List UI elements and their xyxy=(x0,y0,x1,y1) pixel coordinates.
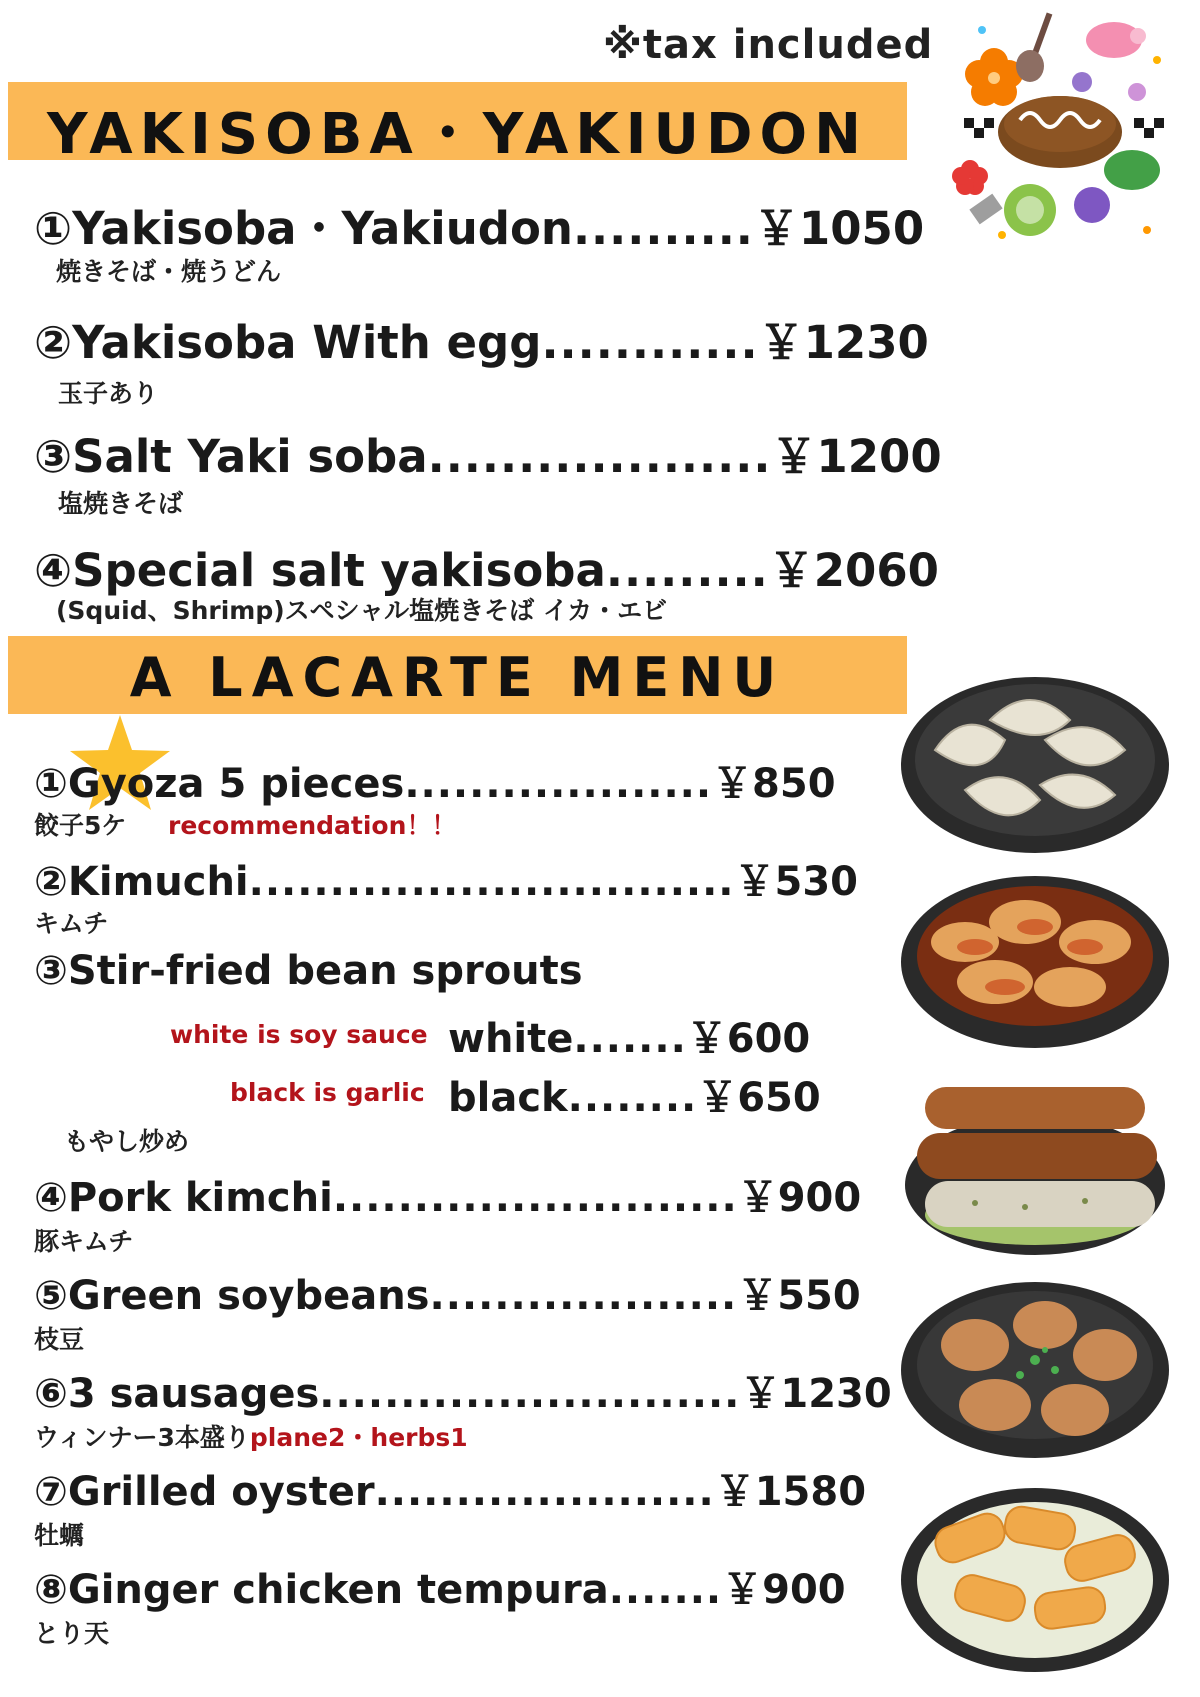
oyster-photo xyxy=(895,1265,1175,1465)
item-name: ②Yakisoba With egg xyxy=(34,316,542,369)
menu-item xyxy=(34,948,583,994)
item-name: ③Stir-fried bean sprouts xyxy=(34,948,583,994)
menu-item xyxy=(34,534,939,599)
item-price: ￥900 xyxy=(722,1567,846,1613)
item-jp-name: ウィンナー3本盛り xyxy=(34,1423,250,1452)
option-note: black is garlic xyxy=(230,1078,425,1107)
section-banner-alacarte xyxy=(8,636,907,714)
item-dots: ............ xyxy=(541,316,759,369)
item-jp-name: 牡蠣 xyxy=(34,1521,85,1550)
item-price: ￥1050 xyxy=(753,202,925,255)
option-note: white is soy sauce xyxy=(170,1020,428,1049)
option-label: white xyxy=(448,1016,574,1062)
item-name: ④Special salt yakisoba xyxy=(34,544,606,597)
menu-option xyxy=(448,1007,810,1064)
option-dots: ....... xyxy=(573,1016,687,1062)
item-price: ￥2060 xyxy=(768,544,939,597)
recommendation-note: recommendation！！ xyxy=(168,811,457,840)
option-label: black xyxy=(448,1075,568,1121)
option-dots: ........ xyxy=(567,1075,698,1121)
item-jp-name: キムチ xyxy=(34,909,109,938)
item-dots: ................... xyxy=(429,1273,738,1319)
item-dots: ................... xyxy=(404,761,713,807)
item-subline xyxy=(34,1418,468,1454)
item-name: ①Gyoza 5 pieces xyxy=(34,761,405,807)
menu-item xyxy=(34,752,836,809)
item-name: ③Salt Yaki soba xyxy=(34,430,428,483)
item-name: ④Pork kimchi xyxy=(34,1175,333,1221)
sausage-photo xyxy=(895,1065,1175,1265)
menu-option xyxy=(448,1066,821,1123)
item-price: ￥850 xyxy=(712,761,836,807)
menu-item xyxy=(34,850,858,907)
item-name: ⑧Ginger chicken tempura xyxy=(34,1567,609,1613)
section-banner-yakisoba xyxy=(8,82,907,167)
menu-item xyxy=(34,1460,866,1517)
menu-item xyxy=(34,1362,892,1419)
option-price: ￥600 xyxy=(686,1016,811,1062)
item-dots: ......... xyxy=(605,544,769,597)
item-dots: ......................... xyxy=(332,1175,738,1221)
item-jp-name: 玉子あり xyxy=(58,379,159,408)
item-name: ①Yakisoba・Yakiudon xyxy=(34,202,573,255)
item-price: ￥1580 xyxy=(714,1469,867,1515)
option-price: ￥650 xyxy=(697,1075,821,1121)
item-name: ②Kimuchi xyxy=(34,859,249,905)
item-jp-name: とり天 xyxy=(34,1619,110,1648)
item-price: ￥900 xyxy=(737,1175,862,1221)
item-price: ￥1200 xyxy=(771,430,942,483)
item-jp-name: 豚キムチ xyxy=(34,1227,134,1256)
item-jp-name: 焼きそば・焼うどん xyxy=(56,257,282,286)
item-price: ￥550 xyxy=(737,1273,861,1319)
item-name: ⑤Green soybeans xyxy=(34,1273,430,1319)
item-note: plane2・herbs1 xyxy=(249,1423,468,1452)
item-dots: .......... xyxy=(572,202,754,255)
menu-item xyxy=(34,306,929,371)
section-title: A LACARTE MENU xyxy=(129,646,786,709)
item-jp-name: 枝豆 xyxy=(34,1325,85,1354)
item-price: ￥1230 xyxy=(740,1371,892,1417)
menu-item xyxy=(34,420,942,485)
kimchi-photo xyxy=(895,862,1175,1057)
item-price: ￥1230 xyxy=(758,316,929,369)
item-name: ⑥3 sausages xyxy=(34,1371,320,1417)
chicken-tempura-photo xyxy=(895,1470,1175,1680)
tax-note: ※tax included xyxy=(603,22,934,68)
item-price: ￥530 xyxy=(734,859,858,905)
menu-item xyxy=(34,1558,846,1615)
item-dots: .............................. xyxy=(248,859,735,905)
item-dots: ................... xyxy=(427,430,772,483)
item-dots: ....... xyxy=(608,1567,723,1613)
menu-item xyxy=(34,1264,861,1321)
item-jp-name: もやし炒め xyxy=(64,1127,190,1156)
item-name: ⑦Grilled oyster xyxy=(34,1469,375,1515)
menu-item xyxy=(34,192,924,257)
okinawa-food-logo xyxy=(942,0,1182,260)
item-jp-name: (Squid、Shrimp)スペシャル塩焼きそば イカ・エビ xyxy=(56,596,668,625)
item-jp-name: 塩焼きそば xyxy=(58,489,184,518)
item-jp-name: 餃子5ケ xyxy=(34,811,127,840)
item-dots: ..................... xyxy=(374,1469,715,1515)
gyoza-photo xyxy=(895,660,1175,860)
menu-item xyxy=(34,1166,861,1223)
section-title: YAKISOBA・YAKIUDON xyxy=(47,102,868,167)
item-dots: .......................... xyxy=(319,1371,741,1417)
